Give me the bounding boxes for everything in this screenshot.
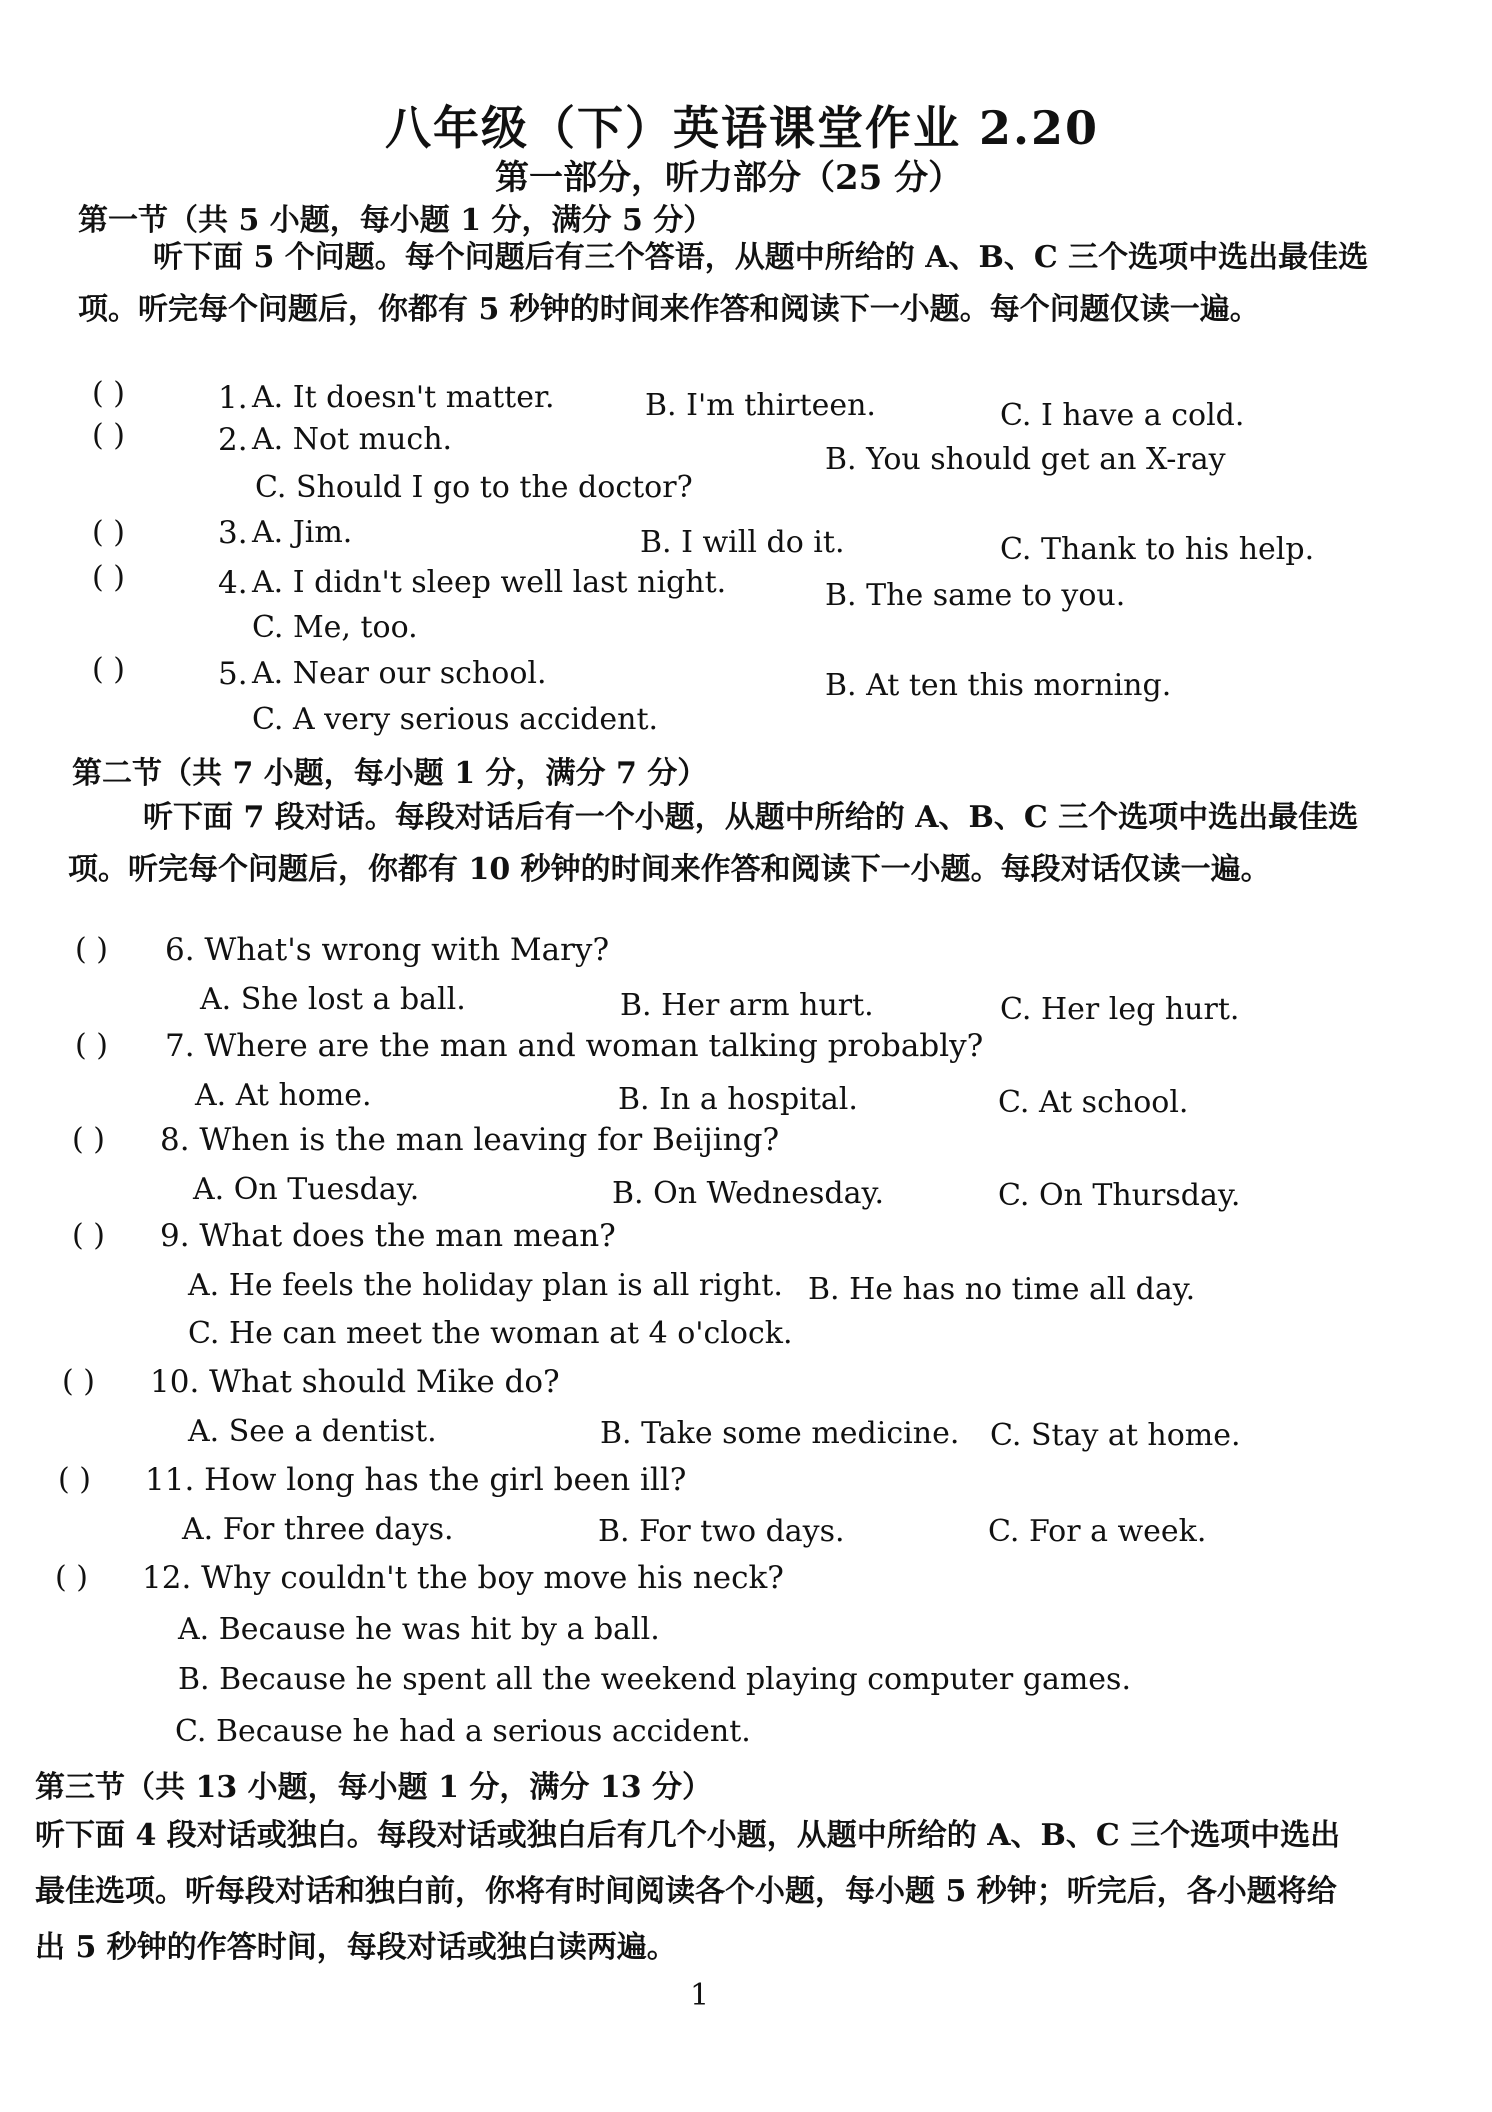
page-number: 1 — [690, 1978, 710, 2013]
question-number: 1. — [218, 380, 248, 416]
section2-instructions: 听下面 7 段对话。每段对话后有一个小题，从题中所给的 A、B、C 三个选项中选出最佳选项。听完每个问题后，你都有 10 秒钟的时间来作答和阅读下一小题。每段对话仅读一遍。 — [68, 800, 1359, 887]
question-stem: 7. Where are the man and woman talking probably? — [165, 1028, 984, 1064]
option-c: C. Should I go to the doctor? — [255, 470, 693, 505]
option-b: B. The same to you. — [825, 578, 1126, 613]
option-b: B. In a hospital. — [618, 1082, 858, 1117]
option-a: A. She lost a ball. — [200, 982, 466, 1017]
section1-heading: 第一节（共 5 小题，每小题 1 分，满分 5 分） — [78, 203, 714, 238]
question-number: 3. — [218, 515, 248, 551]
option-c: C. Stay at home. — [990, 1418, 1241, 1453]
question-stem: 12. Why couldn't the boy move his neck? — [142, 1560, 784, 1596]
option-b: B. You should get an X-ray — [825, 442, 1226, 477]
answer-bracket[interactable]: ( ) — [92, 560, 125, 595]
option-b: B. Her arm hurt. — [620, 988, 874, 1023]
option-c: C. He can meet the woman at 4 o'clock. — [188, 1316, 793, 1351]
section2-heading: 第二节（共 7 小题，每小题 1 分，满分 7 分） — [72, 756, 708, 791]
option-c: C. Thank to his help. — [1000, 532, 1315, 567]
option-a: A. See a dentist. — [188, 1414, 437, 1449]
question-number: 4. — [218, 565, 248, 601]
page-subtitle: 第一部分，听力部分（25 分） — [495, 158, 963, 198]
option-a: A. He feels the holiday plan is all right. — [188, 1268, 783, 1303]
answer-bracket[interactable]: ( ) — [75, 932, 108, 967]
option-c: C. Because he had a serious accident. — [175, 1714, 751, 1749]
section3-instructions: 听下面 4 段对话或独白。每段对话或独白后有几个小题，从题中所给的 A、B、C 三个选项中选出最佳选项。听每段对话和独白前，你将有时间阅读各个小题，每小题 5 秒钟；听完后，各小题将给出 5 秒钟的作答时间，每段对话或独白读两遍。 — [35, 1818, 1341, 1965]
answer-bracket[interactable]: ( ) — [72, 1218, 105, 1253]
section3-heading: 第三节（共 13 小题，每小题 1 分，满分 13 分） — [35, 1770, 713, 1805]
question-stem: 11. How long has the girl been ill? — [145, 1462, 687, 1498]
option-a: A. Not much. — [252, 422, 453, 457]
answer-bracket[interactable]: ( ) — [92, 652, 125, 687]
answer-bracket[interactable]: ( ) — [58, 1462, 91, 1497]
option-a: A. It doesn't matter. — [252, 380, 555, 415]
question-number: 5. — [218, 656, 248, 692]
option-b: B. At ten this morning. — [825, 668, 1172, 703]
option-b: B. He has no time all day. — [808, 1272, 1196, 1307]
answer-bracket[interactable]: ( ) — [72, 1122, 105, 1157]
option-b: B. For two days. — [598, 1514, 845, 1549]
option-c: C. For a week. — [988, 1514, 1207, 1549]
option-a: A. On Tuesday. — [193, 1172, 420, 1207]
question-stem: 8. When is the man leaving for Beijing? — [160, 1122, 780, 1158]
option-c: C. Her leg hurt. — [1000, 992, 1240, 1027]
answer-bracket[interactable]: ( ) — [92, 376, 125, 411]
question-stem: 10. What should Mike do? — [150, 1364, 560, 1400]
option-a: A. At home. — [195, 1078, 372, 1113]
option-a: A. I didn't sleep well last night. — [252, 565, 727, 600]
option-b: B. Take some medicine. — [600, 1416, 960, 1451]
answer-bracket[interactable]: ( ) — [92, 515, 125, 550]
answer-bracket[interactable]: ( ) — [55, 1560, 88, 1595]
option-b: B. I will do it. — [640, 525, 845, 560]
option-b: B. Because he spent all the weekend playing computer games. — [178, 1662, 1131, 1697]
option-b: B. I'm thirteen. — [645, 388, 876, 423]
answer-bracket[interactable]: ( ) — [92, 418, 125, 453]
option-a: A. Jim. — [252, 515, 353, 550]
option-c: C. At school. — [998, 1085, 1189, 1120]
question-stem: 9. What does the man mean? — [160, 1218, 616, 1254]
section1-instructions: 听下面 5 个问题。每个问题后有三个答语，从题中所给的 A、B、C 三个选项中选出最佳选项。听完每个问题后，你都有 5 秒钟的时间来作答和阅读下一小题。每个问题仅读一遍。 — [78, 240, 1369, 327]
page-title: 八年级（下）英语课堂作业 2.20 — [385, 101, 1100, 155]
option-a: A. For three days. — [182, 1512, 454, 1547]
answer-bracket[interactable]: ( ) — [62, 1364, 95, 1399]
option-c: C. Me, too. — [252, 610, 418, 645]
answer-bracket[interactable]: ( ) — [75, 1028, 108, 1063]
option-a: A. Because he was hit by a ball. — [178, 1612, 660, 1647]
question-number: 2. — [218, 422, 248, 458]
option-c: C. On Thursday. — [998, 1178, 1241, 1213]
option-b: B. On Wednesday. — [612, 1176, 884, 1211]
question-stem: 6. What's wrong with Mary? — [165, 932, 610, 968]
option-c: C. A very serious accident. — [252, 702, 659, 737]
option-c: C. I have a cold. — [1000, 398, 1245, 433]
option-a: A. Near our school. — [252, 656, 547, 691]
